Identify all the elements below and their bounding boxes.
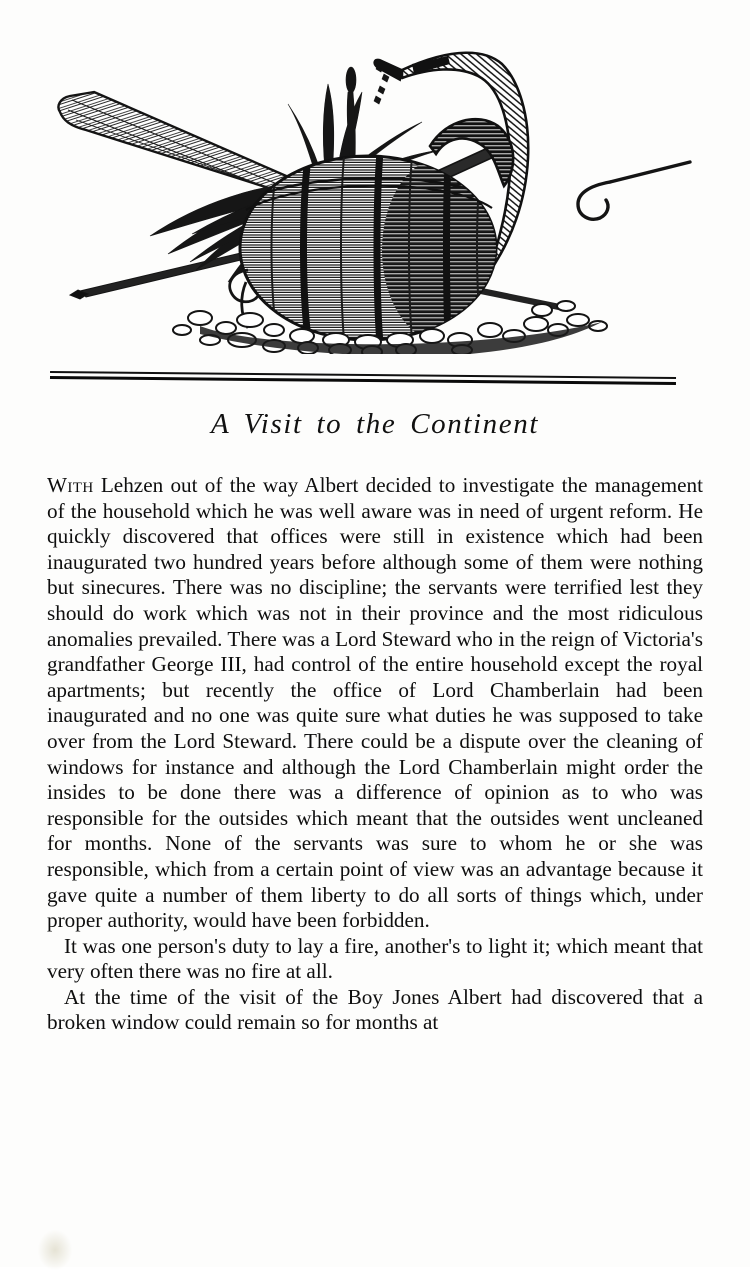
cricket-bat-icon (58, 92, 300, 196)
paragraph-3: At the time of the visit of the Boy Jones Albert had discovered that a broken window could remain so for months at (47, 984, 703, 1035)
barrel-icon (240, 152, 502, 344)
paragraph-1-text: Lehzen out of the way Albert decided to investigate the management of the household which he was well aware was in need of urgent reform. He quickly discovered that offices were still in existence which had been inaugurated two hundred years before although some of them were nothing but sinecures. There was no discipline; the servants were terrified lest they should do work which was not in their province and the most ridiculous anomalies prevailed. There was a Lord Steward who in the reign of Victoria's grandfather George III, had control of the entire household except the royal apartments; but recently the office of Lord Chamberlain had been inaugurated and no one was quite sure what duties he was supposed to take over from the Lord Steward. There could be a dispute over the cleaning of windows for instance and although the Lord Chamberlain might order the insides to be done there was a difference of opinion as to who was responsible for the outsides which meant that the outsides went uncleaned for months. None of the servants was sure to whom he or she was responsible, which from a certain point of view was an advantage because it gave quite a number of them liberty to do all sorts of things which, under proper authority, would have been forbidden. (47, 473, 703, 933)
paragraph-2: It was one person's duty to lay a fire, another's to light it; which meant that very often there was no fire at all. (47, 933, 703, 984)
chapter-title: A Visit to the Continent (211, 408, 539, 440)
opening-smallcaps: With (47, 473, 94, 497)
paragraph-1 (47, 473, 703, 934)
chapter-illustration (50, 34, 700, 354)
double-rule-divider (50, 371, 676, 389)
body-text (47, 473, 703, 1036)
scan-artifact (38, 1230, 72, 1270)
crook-icon (578, 162, 690, 219)
